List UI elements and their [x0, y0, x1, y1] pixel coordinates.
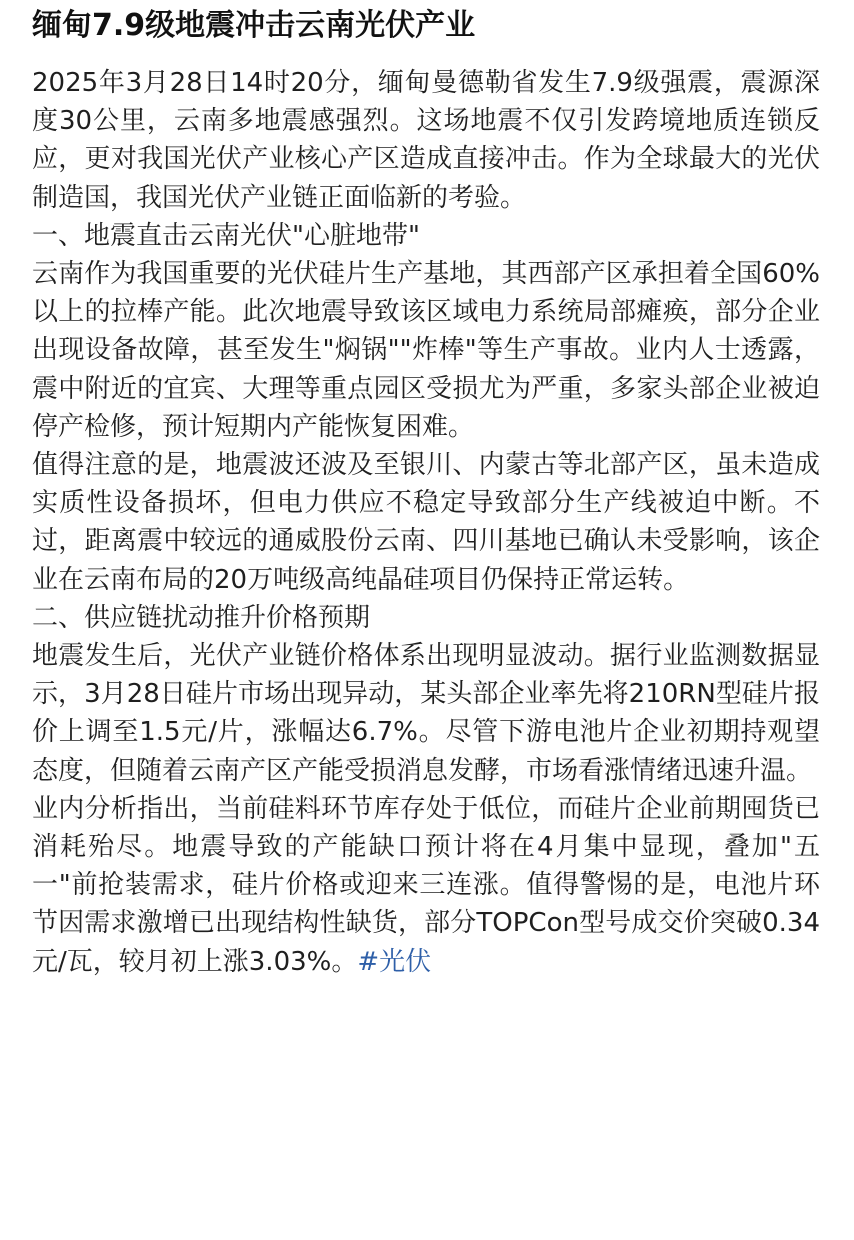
- paragraph-section-2a: 地震发生后，光伏产业链价格体系出现明显波动。据行业监测数据显示，3月28日硅片市场出现异动，某头部企业率先将210RN型硅片报价上调至1.5元/片，涨幅达6.7%。尽管下游电池片企业初期持观望态度，但随着云南产区产能受损消息发酵，市场看涨情绪迅速升温。: [32, 641, 820, 786]
- article-title: 缅甸7.9级地震冲击云南光伏产业: [32, 8, 476, 43]
- paragraph-section-2b: [32, 790, 820, 981]
- paragraph-section-2b-text: 业内分析指出，当前硅料环节库存处于低位，而硅片企业前期囤货已消耗殆尽。地震导致的产能缺口预计将在4月集中显现，叠加"五一"前抢装需求，硅片价格或迎来三连涨。值得警惕的是，电池片环节因需求激增已出现结构性缺货，部分TOPCon型号成交价突破0.34元/瓦，较月初上涨3.03%。: [32, 793, 820, 977]
- paragraph-intro: 2025年3月28日14时20分，缅甸曼德勒省发生7.9级强震，震源深度30公里，云南多地震感强烈。这场地震不仅引发跨境地质连锁反应，更对我国光伏产业核心产区造成直接冲击。作为全球最大的光伏制造国，我国光伏产业链正面临新的考验。: [32, 68, 820, 213]
- section-heading-1: 一、地震直击云南光伏"心脏地带": [32, 220, 420, 251]
- paragraph-section-1b: 值得注意的是，地震波还波及至银川、内蒙古等北部产区，虽未造成实质性设备损坏，但电力供应不稳定导致部分生产线被迫中断。不过，距离震中较远的通威股份云南、四川基地已确认未受影响，该企业在云南布局的20万吨级高纯晶硅项目仍保持正常运转。: [32, 450, 820, 595]
- paragraph-section-1a: 云南作为我国重要的光伏硅片生产基地，其西部产区承担着全国60%以上的拉棒产能。此次地震导致该区域电力系统局部瘫痪，部分企业出现设备故障，甚至发生"焖锅""炸棒"等生产事故。业内人士透露，震中附近的宜宾、大理等重点园区受损尤为严重，多家头部企业被迫停产检修，预计短期内产能恢复困难。: [32, 259, 820, 442]
- section-heading-2: 二、供应链扰动推升价格预期: [32, 602, 371, 633]
- hashtag-link[interactable]: #光伏: [357, 946, 432, 977]
